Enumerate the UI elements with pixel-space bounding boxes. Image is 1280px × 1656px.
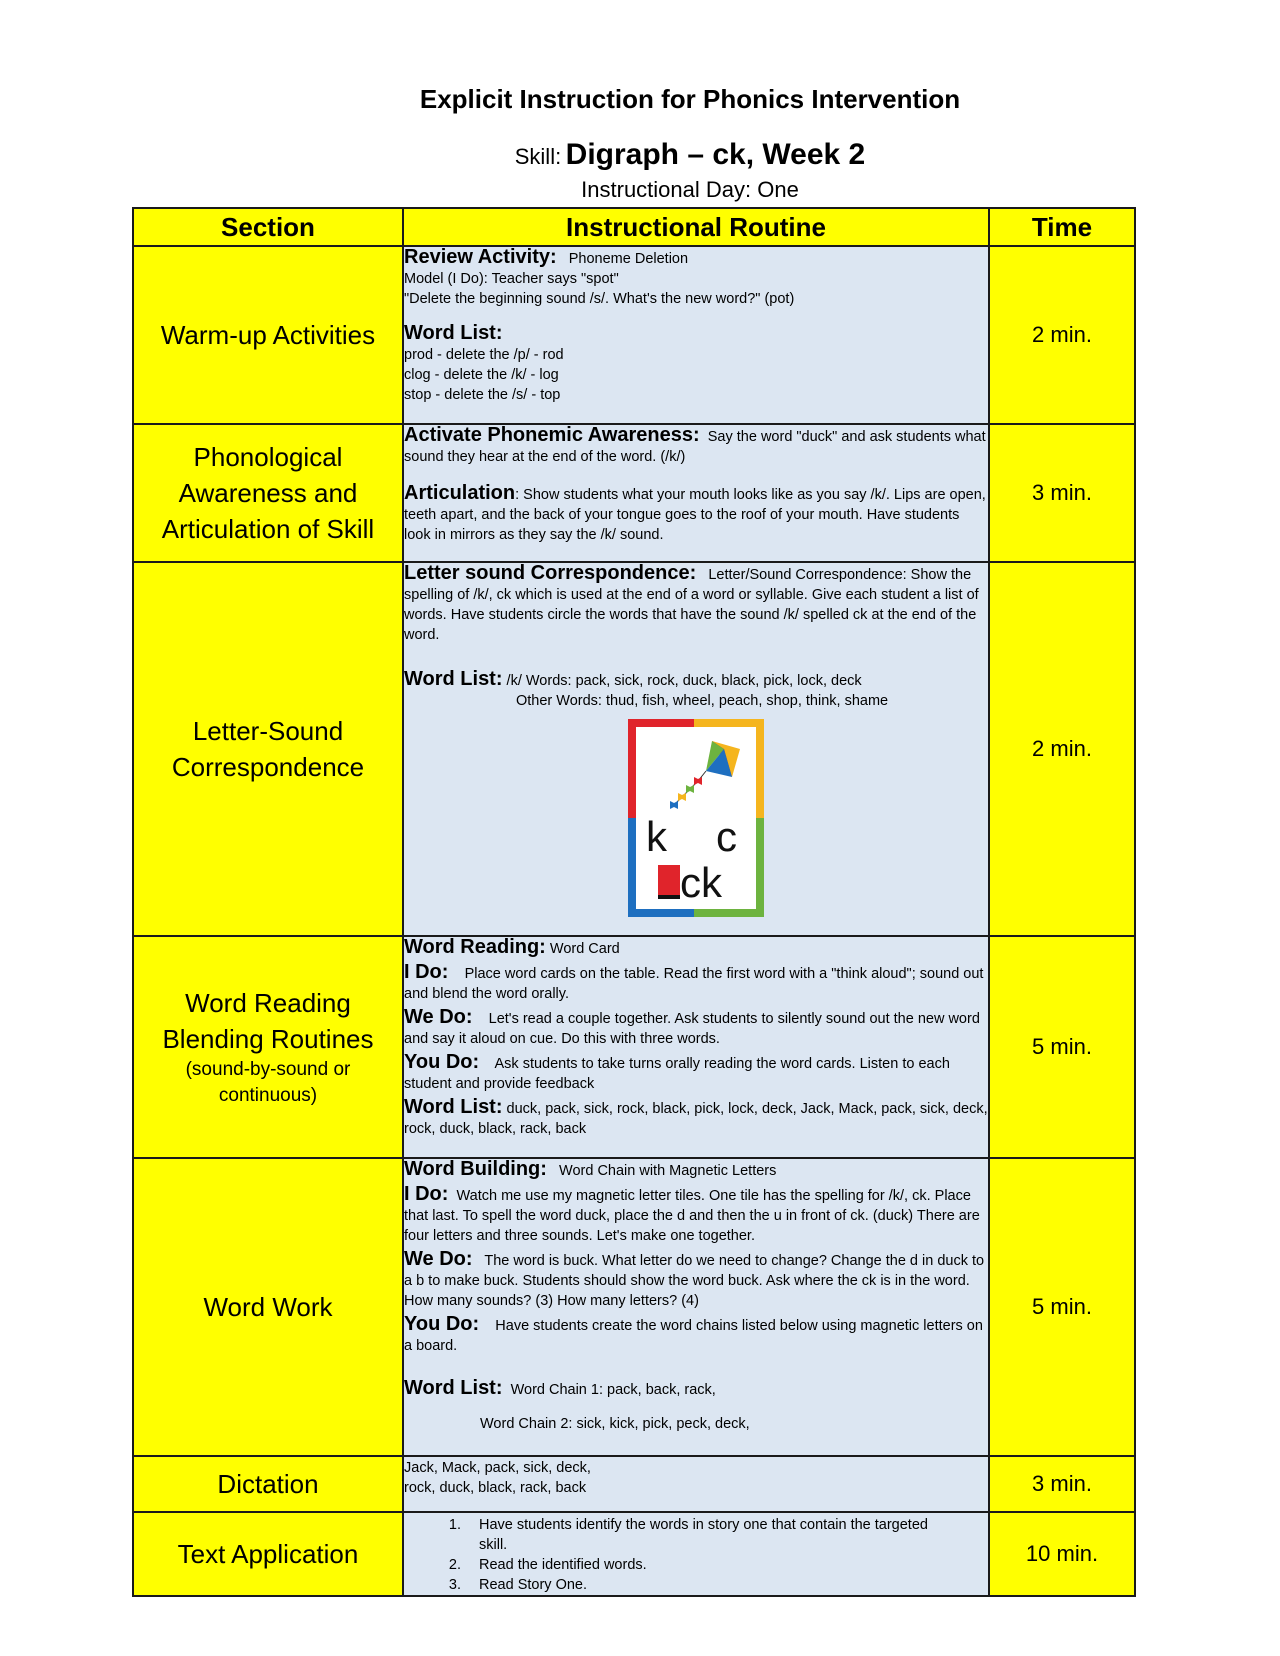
page-title: Explicit Instruction for Phonics Intervention bbox=[419, 84, 961, 114]
col-header-time: Time bbox=[989, 208, 1135, 246]
col-header-section: Section bbox=[133, 208, 403, 246]
card-letter-c: c bbox=[716, 813, 737, 860]
articulation-text: : Show students what your mouth looks like as you say /k/. Lips are open, teeth apart, and the back of your tongue goes to the roof of your mouth. Have students look in mirrors as they say the /k/ sound. bbox=[404, 487, 986, 543]
time-word-reading: 5 min. bbox=[989, 936, 1135, 1158]
i-do-heading: I Do: bbox=[404, 1183, 449, 1205]
table-row bbox=[133, 424, 1135, 562]
col-header-routine: Instructional Routine bbox=[403, 208, 989, 246]
you-do-heading: You Do: bbox=[404, 1051, 480, 1073]
you-do-text: Have students create the word chains listed below using magnetic letters on a board. bbox=[404, 1318, 983, 1354]
articulation-heading: Articulation bbox=[404, 482, 516, 504]
you-do-text: Ask students to take turns orally reading the word cards. Listen to each student and provide feedback bbox=[404, 1056, 950, 1092]
routine-word-reading bbox=[403, 936, 989, 1158]
section-line: Phonological bbox=[193, 442, 343, 472]
section-line: Letter-Sound bbox=[192, 716, 344, 746]
card-letters-ck: ck bbox=[680, 859, 722, 906]
section-letter-sound bbox=[133, 562, 403, 936]
section-line: Articulation of Skill bbox=[161, 514, 375, 544]
i-do-text: Place word cards on the table. Read the first word with a "think aloud"; sound out and blend the word orally. bbox=[404, 966, 984, 1002]
time-dictation: 3 min. bbox=[989, 1456, 1135, 1512]
other-words: Other Words: thud, fish, wheel, peach, shop, think, shame bbox=[516, 693, 889, 709]
review-heading: Review Activity: bbox=[404, 246, 557, 268]
word-reading-text: Word Card bbox=[549, 941, 620, 957]
letter-sound-text: Letter/Sound Correspondence: Show the spelling of /k/, ck which is used at the end of a word or syllable. Give each student a list of words. Have students circle the words that have the sound /k/ spelled ck at the end of the word. bbox=[404, 567, 979, 643]
instructional-day: Instructional Day: One bbox=[581, 177, 799, 202]
we-do-text: The word is buck. What letter do we need to change? Change the d in duck to a b to make buck. Students should show the word buck. Ask where the ck is in the word. How many sounds? (3) How many letters? (4) bbox=[404, 1253, 985, 1309]
kite-ck-card-graphic bbox=[628, 719, 764, 917]
table-row bbox=[133, 1456, 1135, 1512]
we-do-heading: We Do: bbox=[404, 1248, 473, 1270]
word-list-text: duck, pack, sick, rock, black, pick, lock, deck, Jack, Mack, pack, sick, deck, rock, duck, black, rack, back bbox=[404, 1101, 988, 1137]
list-item: 1. Have students identify the words in story one that contain the targeted skill. bbox=[448, 1517, 928, 1553]
routine-word-work bbox=[403, 1158, 989, 1456]
time-word-work: 5 min. bbox=[989, 1158, 1135, 1456]
model-text: Model (I Do): Teacher says "spot" bbox=[404, 271, 619, 287]
time-warmup: 2 min. bbox=[989, 246, 1135, 424]
card-letter-k: k bbox=[646, 813, 667, 860]
i-do-heading: I Do: bbox=[404, 961, 449, 983]
k-words: /k/ Words: pack, sick, rock, duck, black, pick, lock, deck bbox=[506, 673, 862, 689]
dictation-line: rock, duck, black, rack, back bbox=[404, 1480, 587, 1496]
list-item: stop - delete the /s/ - top bbox=[404, 387, 561, 403]
we-do-text: Let's read a couple together. Ask students to silently sound out the new word and say it aloud on cue. Do this with three words. bbox=[404, 1011, 980, 1047]
word-building-text: Word Chain with Magnetic Letters bbox=[559, 1163, 777, 1179]
section-phonological bbox=[133, 424, 403, 562]
word-building-heading: Word Building: bbox=[404, 1158, 547, 1180]
table-row bbox=[133, 562, 1135, 936]
list-item: clog - delete the /k/ - log bbox=[404, 367, 559, 383]
time-letter-sound: 2 min. bbox=[989, 562, 1135, 936]
routine-letter-sound bbox=[403, 562, 989, 936]
word-list-heading: Word List: bbox=[404, 1377, 503, 1399]
routine-text-application bbox=[403, 1512, 989, 1596]
skill-label: Skill: bbox=[514, 144, 562, 169]
section-subline: (sound-by-sound or bbox=[185, 1059, 351, 1080]
section-line: Blending Routines bbox=[162, 1024, 374, 1054]
section-word-reading bbox=[133, 936, 403, 1158]
routine-dictation bbox=[403, 1456, 989, 1512]
activate-text: Say the word "duck" and ask students what sound they hear at the end of the word. (/k/) bbox=[404, 429, 986, 465]
section-subline: continuous) bbox=[218, 1085, 318, 1106]
time-phonological: 3 min. bbox=[989, 424, 1135, 562]
lesson-plan-table bbox=[132, 207, 1136, 1597]
word-reading-heading: Word Reading: bbox=[404, 936, 546, 958]
table-header-row bbox=[133, 208, 1135, 246]
word-list-heading: Word List: bbox=[404, 322, 503, 344]
table-row bbox=[133, 936, 1135, 1158]
word-list-heading: Word List: bbox=[404, 668, 503, 690]
routine-phonological bbox=[403, 424, 989, 562]
section-line: Word Reading bbox=[185, 988, 351, 1018]
dictation-line: Jack, Mack, pack, sick, deck, bbox=[404, 1460, 591, 1476]
routine-warmup bbox=[403, 246, 989, 424]
you-do-heading: You Do: bbox=[404, 1313, 480, 1335]
section-text-application: Text Application bbox=[133, 1512, 403, 1596]
we-do-heading: We Do: bbox=[404, 1006, 473, 1028]
list-item: prod - delete the /p/ - rod bbox=[404, 347, 564, 363]
kite-ck-card bbox=[628, 719, 764, 917]
section-warmup: Warm-up Activities bbox=[133, 246, 403, 424]
time-text-application: 10 min. bbox=[989, 1512, 1135, 1596]
word-list-heading: Word List: bbox=[404, 1096, 503, 1118]
letter-sound-heading: Letter sound Correspondence: bbox=[404, 562, 697, 584]
review-text: Phoneme Deletion bbox=[568, 251, 689, 267]
skill-line bbox=[0, 138, 1280, 172]
table-row bbox=[133, 1512, 1135, 1596]
list-item: 3. Read Story One. bbox=[448, 1577, 587, 1593]
word-chain-2: Word Chain 2: sick, kick, pick, peck, deck, bbox=[480, 1416, 750, 1432]
word-chain-1: Word Chain 1: pack, back, rack, bbox=[510, 1382, 716, 1398]
section-line: Awareness and bbox=[178, 478, 358, 508]
section-word-work: Word Work bbox=[133, 1158, 403, 1456]
section-dictation: Dictation bbox=[133, 1456, 403, 1512]
i-do-text: Watch me use my magnetic letter tiles. One tile has the spelling for /k/, ck. Place that last. To spell the word duck, place the d and then the u in front of ck. (duck) There are four letters and three sounds. Let's make one together. bbox=[404, 1188, 980, 1244]
table-row bbox=[133, 246, 1135, 424]
list-item: 2. Read the identified words. bbox=[448, 1557, 647, 1573]
activate-heading: Activate Phonemic Awareness: bbox=[404, 424, 700, 446]
section-line: Correspondence bbox=[171, 752, 365, 782]
skill-value: Digraph – ck, Week 2 bbox=[565, 138, 866, 171]
kite-icon bbox=[670, 741, 740, 809]
quote-text: "Delete the beginning sound /s/. What's the new word?" (pot) bbox=[404, 291, 795, 307]
table-row bbox=[133, 1158, 1135, 1456]
